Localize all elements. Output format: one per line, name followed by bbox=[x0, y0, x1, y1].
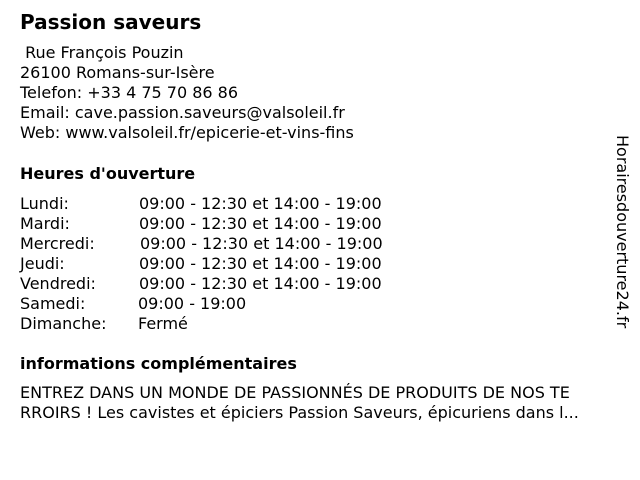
email-address: Email: cave.passion.saveurs@valsoleil.fr bbox=[20, 103, 345, 122]
hours-row-tuesday bbox=[20, 214, 460, 234]
description-line: ENTREZ DANS UN MONDE DE PASSIONNÉS DE PRODUITS DE NOS TE bbox=[20, 383, 570, 402]
hours-heading: Heures d'ouverture bbox=[20, 164, 196, 183]
info-description bbox=[20, 383, 640, 423]
time-range: 09:00 - 19:00 bbox=[138, 294, 247, 313]
day-label: Samedi: bbox=[20, 294, 86, 313]
day-label: Lundi: bbox=[20, 194, 69, 213]
info-heading: informations complémentaires bbox=[20, 354, 297, 373]
day-label: Vendredi: bbox=[20, 274, 96, 293]
time-range: 09:00 - 12:30 et 14:00 - 19:00 bbox=[139, 214, 382, 233]
contact-block bbox=[20, 43, 354, 143]
description-line: RROIRS ! Les cavistes et épiciers Passion Saveurs, épicuriens dans l... bbox=[20, 403, 579, 422]
hours-row-wednesday bbox=[20, 234, 460, 254]
day-label: Dimanche: bbox=[20, 314, 107, 333]
hours-row-saturday bbox=[20, 294, 460, 314]
time-range: 09:00 - 12:30 et 14:00 - 19:00 bbox=[140, 234, 383, 253]
city-postcode: 26100 Romans-sur-Isère bbox=[20, 63, 215, 82]
business-name: Passion saveurs bbox=[20, 10, 202, 34]
hours-row-thursday bbox=[20, 254, 460, 274]
website-url: Web: www.valsoleil.fr/epicerie-et-vins-fins bbox=[20, 123, 354, 142]
time-range: 09:00 - 12:30 et 14:00 - 19:00 bbox=[139, 274, 382, 293]
day-label: Jeudi: bbox=[20, 254, 65, 273]
time-range: 09:00 - 12:30 et 14:00 - 19:00 bbox=[139, 254, 382, 273]
site-watermark: Horairesdouverture24.fr bbox=[613, 135, 632, 329]
day-label: Mercredi: bbox=[20, 234, 95, 253]
time-range: Fermé bbox=[138, 314, 188, 333]
hours-row-friday bbox=[20, 274, 460, 294]
hours-row-monday bbox=[20, 194, 460, 214]
street-address: Rue François Pouzin bbox=[20, 43, 184, 62]
hours-row-sunday bbox=[20, 314, 460, 334]
day-label: Mardi: bbox=[20, 214, 70, 233]
opening-hours-list bbox=[20, 194, 460, 334]
phone-number: Telefon: +33 4 75 70 86 86 bbox=[20, 83, 239, 102]
time-range: 09:00 - 12:30 et 14:00 - 19:00 bbox=[139, 194, 382, 213]
